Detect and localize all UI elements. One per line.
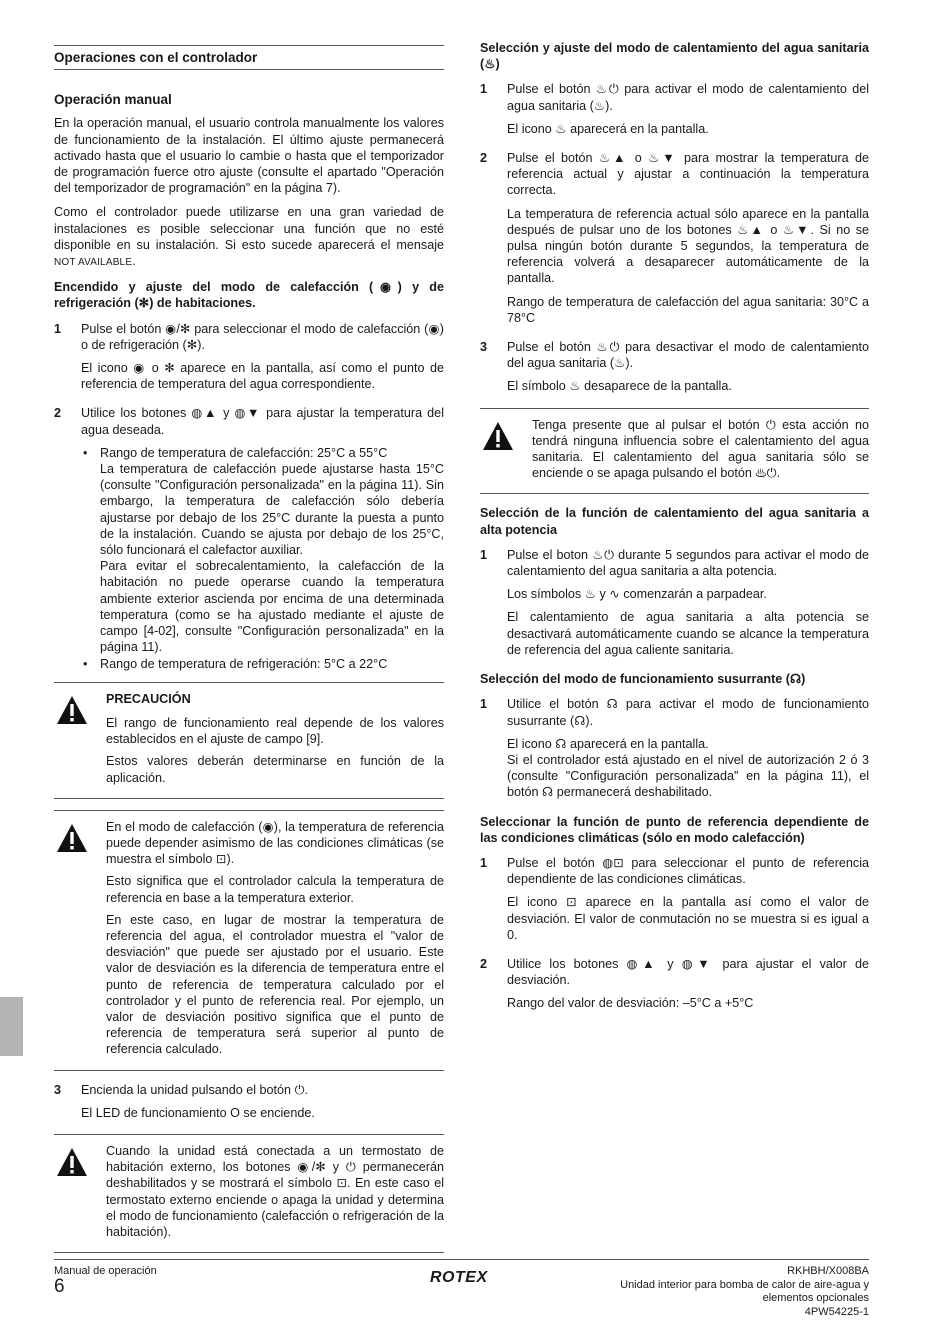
step-1 xyxy=(480,696,869,807)
step-number: 3 xyxy=(480,340,488,355)
step-number: 1 xyxy=(480,855,488,870)
step-3 xyxy=(480,339,869,402)
subheading-quiet-mode: Selección del modo de funcionamiento susurrante (☊) xyxy=(480,672,806,687)
step-text: Utilice el botón ☊ para activar el modo de funcionamiento susurrante (☊). xyxy=(507,697,869,728)
note-text: En el modo de calefacción (◉), la temperatura de referencia puede depender asimismo de las condiciones climáticas (se muestra el símbolo ⊡). xyxy=(106,819,444,867)
bullet-text: • Rango de temperatura de calefacción: 25°C a 55°C xyxy=(100,445,388,460)
step-number: 1 xyxy=(480,547,488,562)
document-code: 4PW54225-1 xyxy=(804,1305,869,1318)
warning-icon xyxy=(56,823,88,853)
step-number: 2 xyxy=(480,956,488,971)
intro-paragraph-1: En la operación manual, el usuario controla manualmente los valores de funcionamiento de la instalación. El último ajuste permanecerá activado hasta que el usuario lo cambie o hasta que el temporizador de programación fuerce otro ajuste (consulte el apartado "Operación del temporizador de programación" en la página 7). xyxy=(54,116,444,196)
step-text: El LED de funcionamiento O se enciende. xyxy=(81,1105,315,1120)
step-number: 2 xyxy=(480,151,488,166)
step-1 xyxy=(480,81,869,144)
list-item: • Rango de temperatura de refrigeración: 5°C a 22°C xyxy=(81,656,444,672)
dhw-note xyxy=(480,408,869,495)
note-text: Cuando la unidad está conectada a un termostato de habitación externo, los botones ◉/✻ y ⏻ permanecerán deshabilitados y se mostrará el símbolo ⊡. En este caso el termostato externo enciende o apaga la unidad y determina el modo de funcionamiento (calefacción o refrigeración de la habitación). xyxy=(106,1143,444,1239)
step-text: El icono ♨ aparecerá en la pantalla. xyxy=(507,121,709,136)
step-2 xyxy=(480,150,869,333)
caution-title: PRECAUCIÓN xyxy=(106,691,191,706)
external-thermostat-note xyxy=(54,1134,444,1253)
step-text: Pulse el botón ◉/✻ para seleccionar el modo de calefacción (◉) o de refrigeración (✻). xyxy=(81,321,444,352)
caution-note xyxy=(54,682,444,799)
step-text: El icono ◉ o ✻ aparece en la pantalla, así como el punto de referencia de temperatura del agua correspondiente. xyxy=(81,361,444,392)
step-text: El icono ⊡ aparece en la pantalla así como el valor de desviación. El valor de conmutación no se muestra si es igual a 0. xyxy=(507,895,869,942)
intro-paragraph-2 xyxy=(54,204,444,271)
product-description: elementos opcionales xyxy=(762,1292,869,1304)
footer-document-info xyxy=(569,1265,869,1319)
page-number: 6 xyxy=(54,1276,65,1297)
footer-manual-title: Manual de operación xyxy=(54,1265,157,1277)
intro-end: . xyxy=(132,254,136,269)
step-3 xyxy=(54,1082,444,1128)
step-text: Pulse el botón ♨▲ o ♨▼ para mostrar la temperatura de referencia actual y ajustar a continuación la temperatura correcta. xyxy=(507,151,869,198)
weather-dependent-note xyxy=(54,810,444,1071)
subheading-weather-dependent: Seleccionar la función de punto de referencia dependiente de las condiciones climáticas (sólo en modo calefacción) xyxy=(480,814,869,845)
right-column xyxy=(480,40,869,1025)
step-text: Rango de temperatura de calefacción del agua sanitaria: 30°C a 78°C xyxy=(507,294,869,325)
model-code: RKHBH/X008BA xyxy=(787,1265,869,1277)
step-text: Encienda la unidad pulsando el botón ⏻. xyxy=(81,1082,309,1097)
subheading-dhw-power: Selección de la función de calentamiento del agua sanitaria a alta potencia xyxy=(480,506,869,537)
step-text: Rango del valor de desviación: –5°C a +5°C xyxy=(507,996,754,1011)
intro-text: Como el controlador puede utilizarse en una gran variedad de instalaciones es posible seleccionar una función que no esté disponible en su instalación. Si esto sucede aparecerá el mensaje xyxy=(54,205,444,252)
not-available-message: NOT AVAILABLE xyxy=(54,257,133,269)
step-text: Pulse el botón ◍⊡ para seleccionar el punto de referencia dependiente de las condiciones climáticas. xyxy=(507,855,869,887)
step-number: 3 xyxy=(54,1082,62,1097)
brand-logo: ROTEX xyxy=(430,1269,488,1286)
note-text: Esto significa que el controlador calcula la temperatura de referencia en base a la temperatura exterior. xyxy=(106,874,444,905)
step-number: 1 xyxy=(480,697,488,712)
note-text: Tenga presente que al pulsar el botón ⏻ esta acción no tendrá ninguna influencia sobre el calentamiento del agua sanitaria. El calentamiento del agua sanitaria sólo se enciende o se apaga pulsando el botón ♨⏻. xyxy=(532,417,869,481)
step-1 xyxy=(54,321,444,400)
left-column xyxy=(54,40,444,1264)
footer-rule xyxy=(54,1259,869,1260)
step-number: 1 xyxy=(54,321,62,336)
section-title: Operaciones con el controlador xyxy=(54,45,444,70)
bullet-text: Para evitar el sobrecalentamiento, la calefacción de la habitación no puede operarse cuando la temperatura ambiente exterior ascienda por encima de una determinada temperatura (como se ha ajustado mediante el ajuste de campo [4-02], consulte "Configuración personalizada" en la página 11). xyxy=(100,559,444,655)
bullet-text: La temperatura de calefacción puede ajustarse hasta 15°C (consulte "Configuración personalizada" en la página 11). Sin embargo, la temperatura de calefacción sólo debería ajustarse por debajo de los 25°C durante la puesta a punto de la instalación. Cuando se ajusta por debajo de los 25°C, sólo funcionará el calefactor auxiliar. xyxy=(100,462,444,558)
note-text: En este caso, en lugar de mostrar la temperatura de referencia del agua, el controlador muestra el "valor de desviación" que puede ser ajustado por el usuario. Este valor de desviación es la diferencia de temperatura entre el punto de referencia de temperatura calculado por el controlador y el punto de referencia real. Por ejemplo, un valor de desviación positivo significa que el punto de referencia de temperatura será superior al punto de referencia calculado. xyxy=(106,912,444,1057)
step-2 xyxy=(54,405,444,675)
note-text: El rango de funcionamiento real depende de los valores establecidos en el ajuste de campo [9]. xyxy=(106,715,444,747)
step-1 xyxy=(480,547,869,665)
note-text: Estos valores deberán determinarse en función de la aplicación. xyxy=(106,754,444,785)
step-text: Si el controlador está ajustado en el nivel de autorización 2 ó 3 (consulte "Configuración personalizada" en la página 11), el botón ☊ permanecerá deshabilitado. xyxy=(507,752,869,800)
step-text: La temperatura de referencia actual sólo aparece en la pantalla después de pulsar uno de los botones ♨▲ o ♨▼. Si no se pulsa ningún botón durante 5 segundos, la temperatura de referencia volverá a desaparecer automáticamente de la pantalla. xyxy=(507,206,869,286)
list-item xyxy=(81,445,444,656)
subheading-dhw-mode: Selección y ajuste del modo de calentamiento del agua sanitaria (♨) xyxy=(480,41,869,72)
heading-manual-operation: Operación manual xyxy=(54,92,172,108)
product-description: Unidad interior para bomba de calor de aire-agua y xyxy=(620,1278,869,1291)
step-text: Pulse el boton ♨⏻ durante 5 segundos para activar el modo de calentamiento del agua sanitaria a alta potencia. xyxy=(507,547,869,579)
warning-icon xyxy=(56,695,88,725)
warning-icon xyxy=(56,1147,88,1177)
temperature-ranges-list xyxy=(81,445,444,672)
step-text: El calentamiento de agua sanitaria a alta potencia se desactivará automáticamente cuando se alcance la temperatura de referencia del agua caliente sanitaria. xyxy=(507,610,869,657)
warning-icon xyxy=(482,421,514,451)
step-number: 1 xyxy=(480,82,488,97)
step-text: Pulse el botón ♨⏻ para desactivar el modo de calentamiento del agua sanitaria (♨). xyxy=(507,340,869,371)
step-text: Utilice los botones ◍▲ y ◍▼ para ajustar el valor de desviación. xyxy=(507,956,869,988)
step-text: Pulse el botón ♨⏻ para activar el modo de calentamiento del agua sanitaria (♨). xyxy=(507,82,869,113)
step-text: El símbolo ♨ desaparece de la pantalla. xyxy=(507,379,732,394)
side-tab-marker xyxy=(0,997,23,1056)
step-2 xyxy=(480,956,869,1019)
step-number: 2 xyxy=(54,406,62,421)
step-text: El icono ☊ aparecerá en la pantalla. xyxy=(507,736,709,751)
step-1 xyxy=(480,855,869,950)
step-text: Utilice los botones ◍▲ y ◍▼ para ajustar la temperatura del agua deseada. xyxy=(81,406,444,437)
subheading-heating-cooling: Encendido y ajuste del modo de calefacción (◉) y de refrigeración (✻) de habitaciones. xyxy=(54,280,444,311)
step-text: Los símbolos ♨ y ∿ comenzarán a parpadear. xyxy=(507,587,767,602)
